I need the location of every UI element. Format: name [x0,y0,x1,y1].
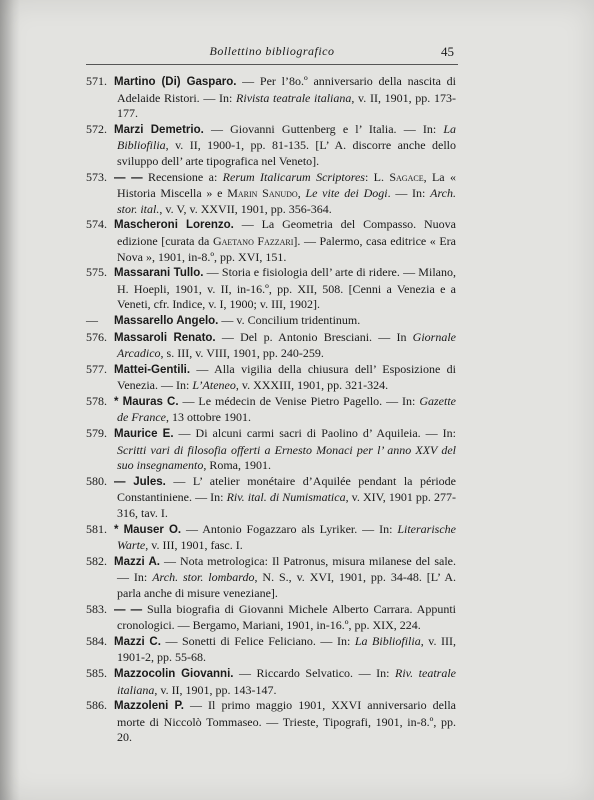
entry-text: , [297,186,306,201]
entry-title-italic: Riv. ital. di Numismatica [226,490,346,505]
entry-number: 579. [86,426,107,441]
entry-text: — Il primo maggio 1901, XXVI anniversario della morte di Niccolò Tommaseo. — Trieste, Tipografi, 1901, in-8.º, pp. 20. [117,698,456,745]
entry-number: 581. [86,521,107,536]
entry-text: , N. S., v. XVI, 1901, pp. 34-48. [L’ A. parla anche di misure veneziane]. [117,570,456,600]
entry-title-italic: L’Ateneo [192,378,236,393]
entry-author: — Jules. [114,475,166,488]
bibliography-entry [86,362,456,394]
bibliography-entry [86,554,456,602]
entry-text: , v. II, 1901, pp. 173-177. [117,90,456,121]
entry-number: 584. [86,633,107,648]
bibliography-entry [86,698,456,746]
entry-title-italic: Arch. stor. lombardo [152,570,255,585]
entry-author: Massarani Tullo. [114,267,204,280]
entry-text: , v. V, v. XXVII, 1901, pp. 356-364. [159,201,332,216]
entry-text: — Riccardo Selvatico. — In: [233,665,396,680]
entry-author: Mascheroni Lorenzo. [114,219,234,232]
entry-text: , v. II, 1900-1, pp. 81-135. [L’ A. discorre anche dello sviluppo dell’ arte tipografica nel Veneto]. [117,138,456,168]
entry-number: 576. [86,329,107,344]
entry-text: — Alla vigilia della chiusura dell’ Esposizione di Venezia. — In: [117,361,456,393]
entry-text: Sulla biografia di Giovanni Michele Alberto Carrara. Appunti cronologici. — Bergamo, Mariani, 1901, in-16.º, pp. XIX, 224. [117,601,456,633]
entry-text: — Nota metrologica: Il Patronus, misura milanese del sale. — In: [117,553,456,585]
entry-title-italic: Arch. stor. ital. [117,186,456,216]
entry-title-italic: Scritti vari di filosofia offerti a Ernesto Monaci per l’ anno XXV del suo insegnamento [117,442,456,473]
entry-text: — Sonetti di Felice Feliciano. — In: [160,633,355,648]
entry-text: : L. [364,169,390,184]
entry-text: Sagace [389,169,424,184]
entry-number: 586. [86,698,107,713]
entry-text: — La Geometria del Compasso. Nuova edizione [curata da [117,217,456,248]
entry-text: Gaetano Fazzari [212,233,294,248]
entry-text: , v. XXXIII, 1901, pp. 321-324. [235,378,389,393]
entry-text: — Giovanni Guttenberg e l’ Italia. — In: [203,121,444,136]
entry-text: , v. XIV, 1901 pp. 277-316, tav. I. [117,490,456,521]
entry-text: , s. III, v. VIII, 1901, pp. 240-259. [160,346,324,361]
entry-author: Maurice E. [114,428,174,441]
entry-title-italic: Riv. teatrale italiana [117,665,456,697]
bibliography-entry [86,602,456,634]
entry-author: Mazzocolin Giovanni. [114,667,234,680]
entry-text: , v. III, 1901, fasc. I. [145,538,243,553]
entry-number: 572. [86,121,107,136]
entry-author: Mazzoleni P. [114,700,184,713]
entry-number: 577. [86,361,107,376]
entry-title-italic: La Bibliofilia [117,121,457,153]
bibliography-entry [86,74,456,122]
bibliography-entry [86,265,456,313]
entry-text: — Del p. Antonio Bresciani. — In [215,329,413,344]
entry-number: 582. [86,553,107,568]
entry-author: Marzi Demetrio. [114,123,204,136]
bibliography-entry [86,170,456,218]
entry-number: — [86,312,98,327]
entry-text: Marin Sanudo [227,186,298,201]
entry-text: , Roma, 1901. [203,458,271,473]
entry-title-italic: Gazette de France [117,393,456,425]
entry-text: — v. Concilium tridentinum. [218,312,361,327]
entry-text: — Le médecin de Venise Pietro Pagello. — In: [178,393,420,408]
entry-text: , 13 ottobre 1901. [165,410,251,425]
entry-author: Massarello Angelo. [114,314,219,327]
entry-text: Recensione a: [142,169,223,184]
running-header: Bollettino bibliografico [209,44,335,58]
entry-author: Martino (Di) Gasparo. [114,76,237,88]
entry-number: 585. [86,665,107,680]
bibliography-entry [86,330,456,362]
entry-title-italic: Rerum Italicarum Scriptores [222,169,365,184]
entry-author: Mazzi A. [114,555,160,568]
bibliography-entry [86,122,456,170]
page-number: 45 [441,44,454,59]
bibliography-entry [86,522,456,554]
bibliography-entry [86,634,456,666]
entry-author: * Mauras C. [114,395,179,408]
entry-author: * Mauser O. [114,523,182,536]
bibliography-entry [86,666,456,698]
bibliography-entry [86,217,456,265]
entry-text: . — In: [387,186,431,201]
entry-title-italic: La Bibliofilia [354,633,421,648]
entry-author: — — [114,603,143,616]
entry-number: 573. [86,169,107,184]
entry-text: — Storia e fisiologia dell’ arte di ridere. — Milano, H. Hoepli, 1901, v. II, in-16.º, pp. XII, 508. [Cenni a Venezia e a Veneti, cfr. Indice, v. I, 1900; v. III, 1902]. [117,265,456,312]
header-rule [86,64,458,65]
entry-number: 580. [86,473,107,488]
entry-title-italic: Giornale Arcadico [117,329,457,361]
entry-author: Mazzi C. [114,635,161,648]
entry-text: — Di alcuni carmi sacri di Paolino d’ Aquileia. — In: [173,426,456,441]
entry-number: 574. [86,217,107,232]
entry-text: — L’ atelier monétaire d’Aquilée pendant la période Constantiniene. — In: [117,473,456,505]
bibliography-entry [86,394,456,426]
entry-text: , La « Historia Miscella » e [117,169,456,201]
bibliography-list [86,74,456,746]
entry-text: ]. — Palermo, casa editrice « Era Nova », 1901, in-8.º, pp. XVI, 151. [117,233,456,264]
bibliography-entry [86,313,456,330]
bibliography-entry [86,474,456,522]
entry-author: Massaroli Renato. [114,331,216,344]
entry-text: , v. III, 1901-2, pp. 55-68. [117,633,456,665]
entry-text: — Antonio Fogazzaro als Lyriker. — In: [181,521,398,536]
entry-number: 571. [86,74,107,88]
entry-title-italic: Literarische Warte [117,521,456,553]
entry-title-italic: Rivista teatrale italiana [236,90,352,105]
entry-number: 583. [86,601,107,616]
entry-text: — Per l’8o.º anniversario della nascita di Adelaide Ristori. — In: [117,74,457,105]
entry-title-italic: Le vite dei Dogi [305,186,388,201]
entry-text: , v. II, 1901, pp. 143-147. [154,682,277,697]
entry-number: 575. [86,265,107,280]
entry-number: 578. [86,393,107,408]
entry-author: Mattei-Gentili. [114,363,191,376]
entry-author: — — [114,171,143,184]
bibliography-entry [86,426,456,474]
page-gutter-shadow [0,0,20,800]
